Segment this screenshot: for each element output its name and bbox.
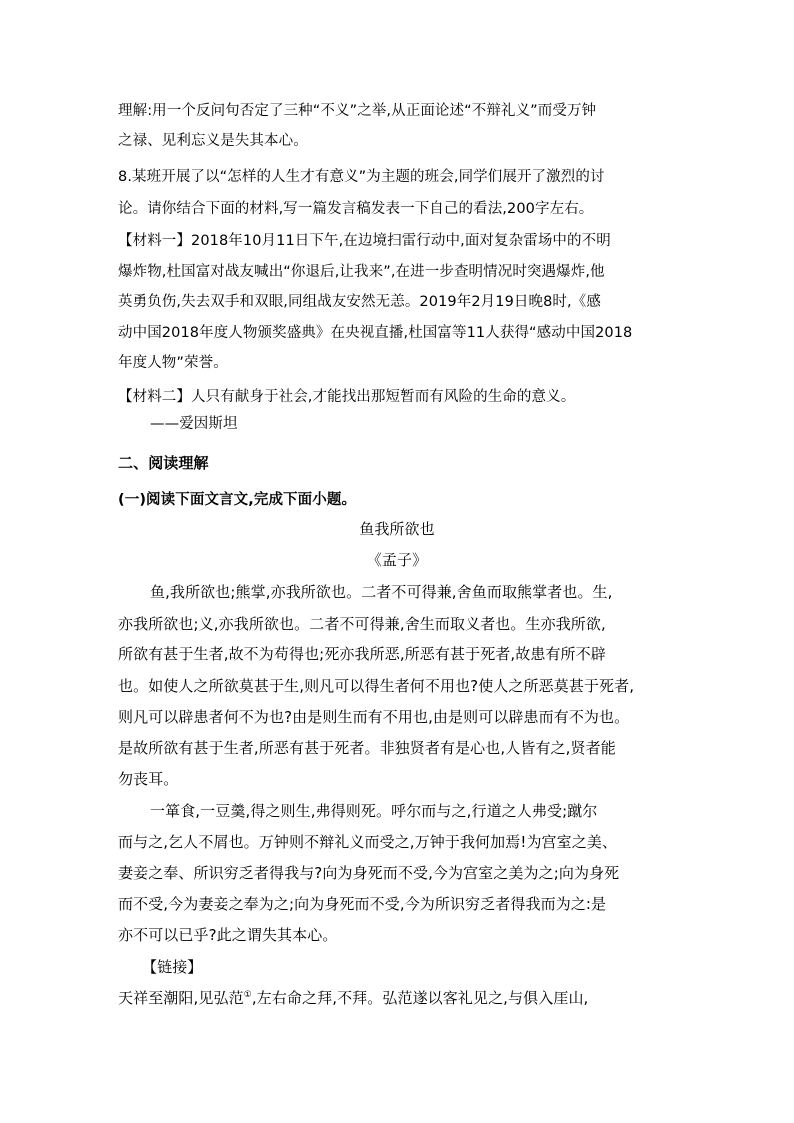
text-line: 【材料一】2018年10月11日下午,在边境扫雷行动中,面对复杂雷场中的不明 (118, 233, 611, 249)
quote-attribution: ——爱因斯坦 (150, 416, 238, 432)
section-title: 二、阅读理解 (118, 454, 209, 472)
body-line: 勿丧耳。 (118, 770, 179, 788)
body-line: 妻妾之奉、所识穷乏者得我与?向为身死而不受,今为宫室之美为之;向为身死 (118, 864, 620, 882)
poem-title: 鱼我所欲也 (359, 520, 435, 538)
body-line: 也。如使人之所欲莫甚于生,则凡可以得生者何不用也?使人之所恶莫甚于死者, (118, 677, 635, 695)
link-text (118, 987, 676, 1008)
text-line: 之禄、见利忘义是失其本心。 (118, 133, 308, 149)
text-line: 8.某班开展了以“怎样的人生才有意义”为主题的班会,同学们展开了激烈的讨 (118, 169, 605, 185)
body-line: 亦不可以已乎?此之谓失其本心。 (118, 926, 338, 944)
footnote-marker: ① (243, 990, 252, 1000)
text-line: 英勇负伤,失去双手和双眼,同组战友安然无恙。2019年2月19日晚8时,《感 (118, 294, 601, 310)
body-line: 而与之,乞人不屑也。万钟则不辩礼义而受之,万钟于我何加焉!为宫室之美、 (118, 833, 618, 851)
body-line: 一箪食,一豆羹,得之则生,弗得则死。呼尔而与之,行道之人弗受;蹴尔 (150, 802, 598, 820)
body-line: 亦我所欲也;义,亦我所欲也。二者不可得兼,舍生而取义者也。生亦我所欲, (118, 615, 606, 633)
text-line: 论。请你结合下面的材料,写一篇发言稿发表一下自己的看法,200字左右。 (118, 201, 594, 217)
link-text-before: 天祥至潮阳,见弘范 (118, 989, 244, 1007)
link-label: 【链接】 (142, 958, 203, 976)
subsection-title: (一)阅读下面文言文,完成下面小题。 (118, 492, 357, 508)
body-line: 而不受,今为妻妾之奉为之;向为身死而不受,今为所识穷乏者得我而为之:是 (118, 895, 607, 913)
text-line: 【材料二】人只有献身于社会,才能找出那短暂而有风险的生命的意义。 (118, 389, 576, 405)
link-text-after: ,左右命之拜,不拜。弘范遂以客礼见之,与俱入厓山, (251, 989, 589, 1007)
body-line: 所欲有甚于生者,故不为苟得也;死亦我所恶,所恶有甚于死者,故患有所不辟 (118, 645, 606, 663)
poem-author: 《孟子》 (366, 551, 428, 569)
body-line: 鱼,我所欲也;熊掌,亦我所欲也。二者不可得兼,舍鱼而取熊掌者也。生, (150, 583, 613, 601)
body-line: 则凡可以辟患者何不为也?由是则生而有不用也,由是则可以辟患而有不为也。 (118, 708, 630, 726)
text-line: 动中国2018年度人物颁奖盛典》在央视直播,杜国富等11人获得“感动中国2018 (118, 325, 633, 341)
text-line: 爆炸物,杜国富对战友喊出“你退后,让我来”,在进一步查明情况时突遇爆炸,他 (118, 264, 605, 280)
text-line: 年度人物”荣誉。 (118, 355, 228, 371)
text-line: 理解:用一个反问句否定了三种“不义”之举,从正面论述“不辩礼义”而受万钟 (118, 103, 597, 119)
body-line: 是故所欲有甚于生者,所恶有甚于死者。非独贤者有是心也,人皆有之,贤者能 (118, 739, 616, 757)
